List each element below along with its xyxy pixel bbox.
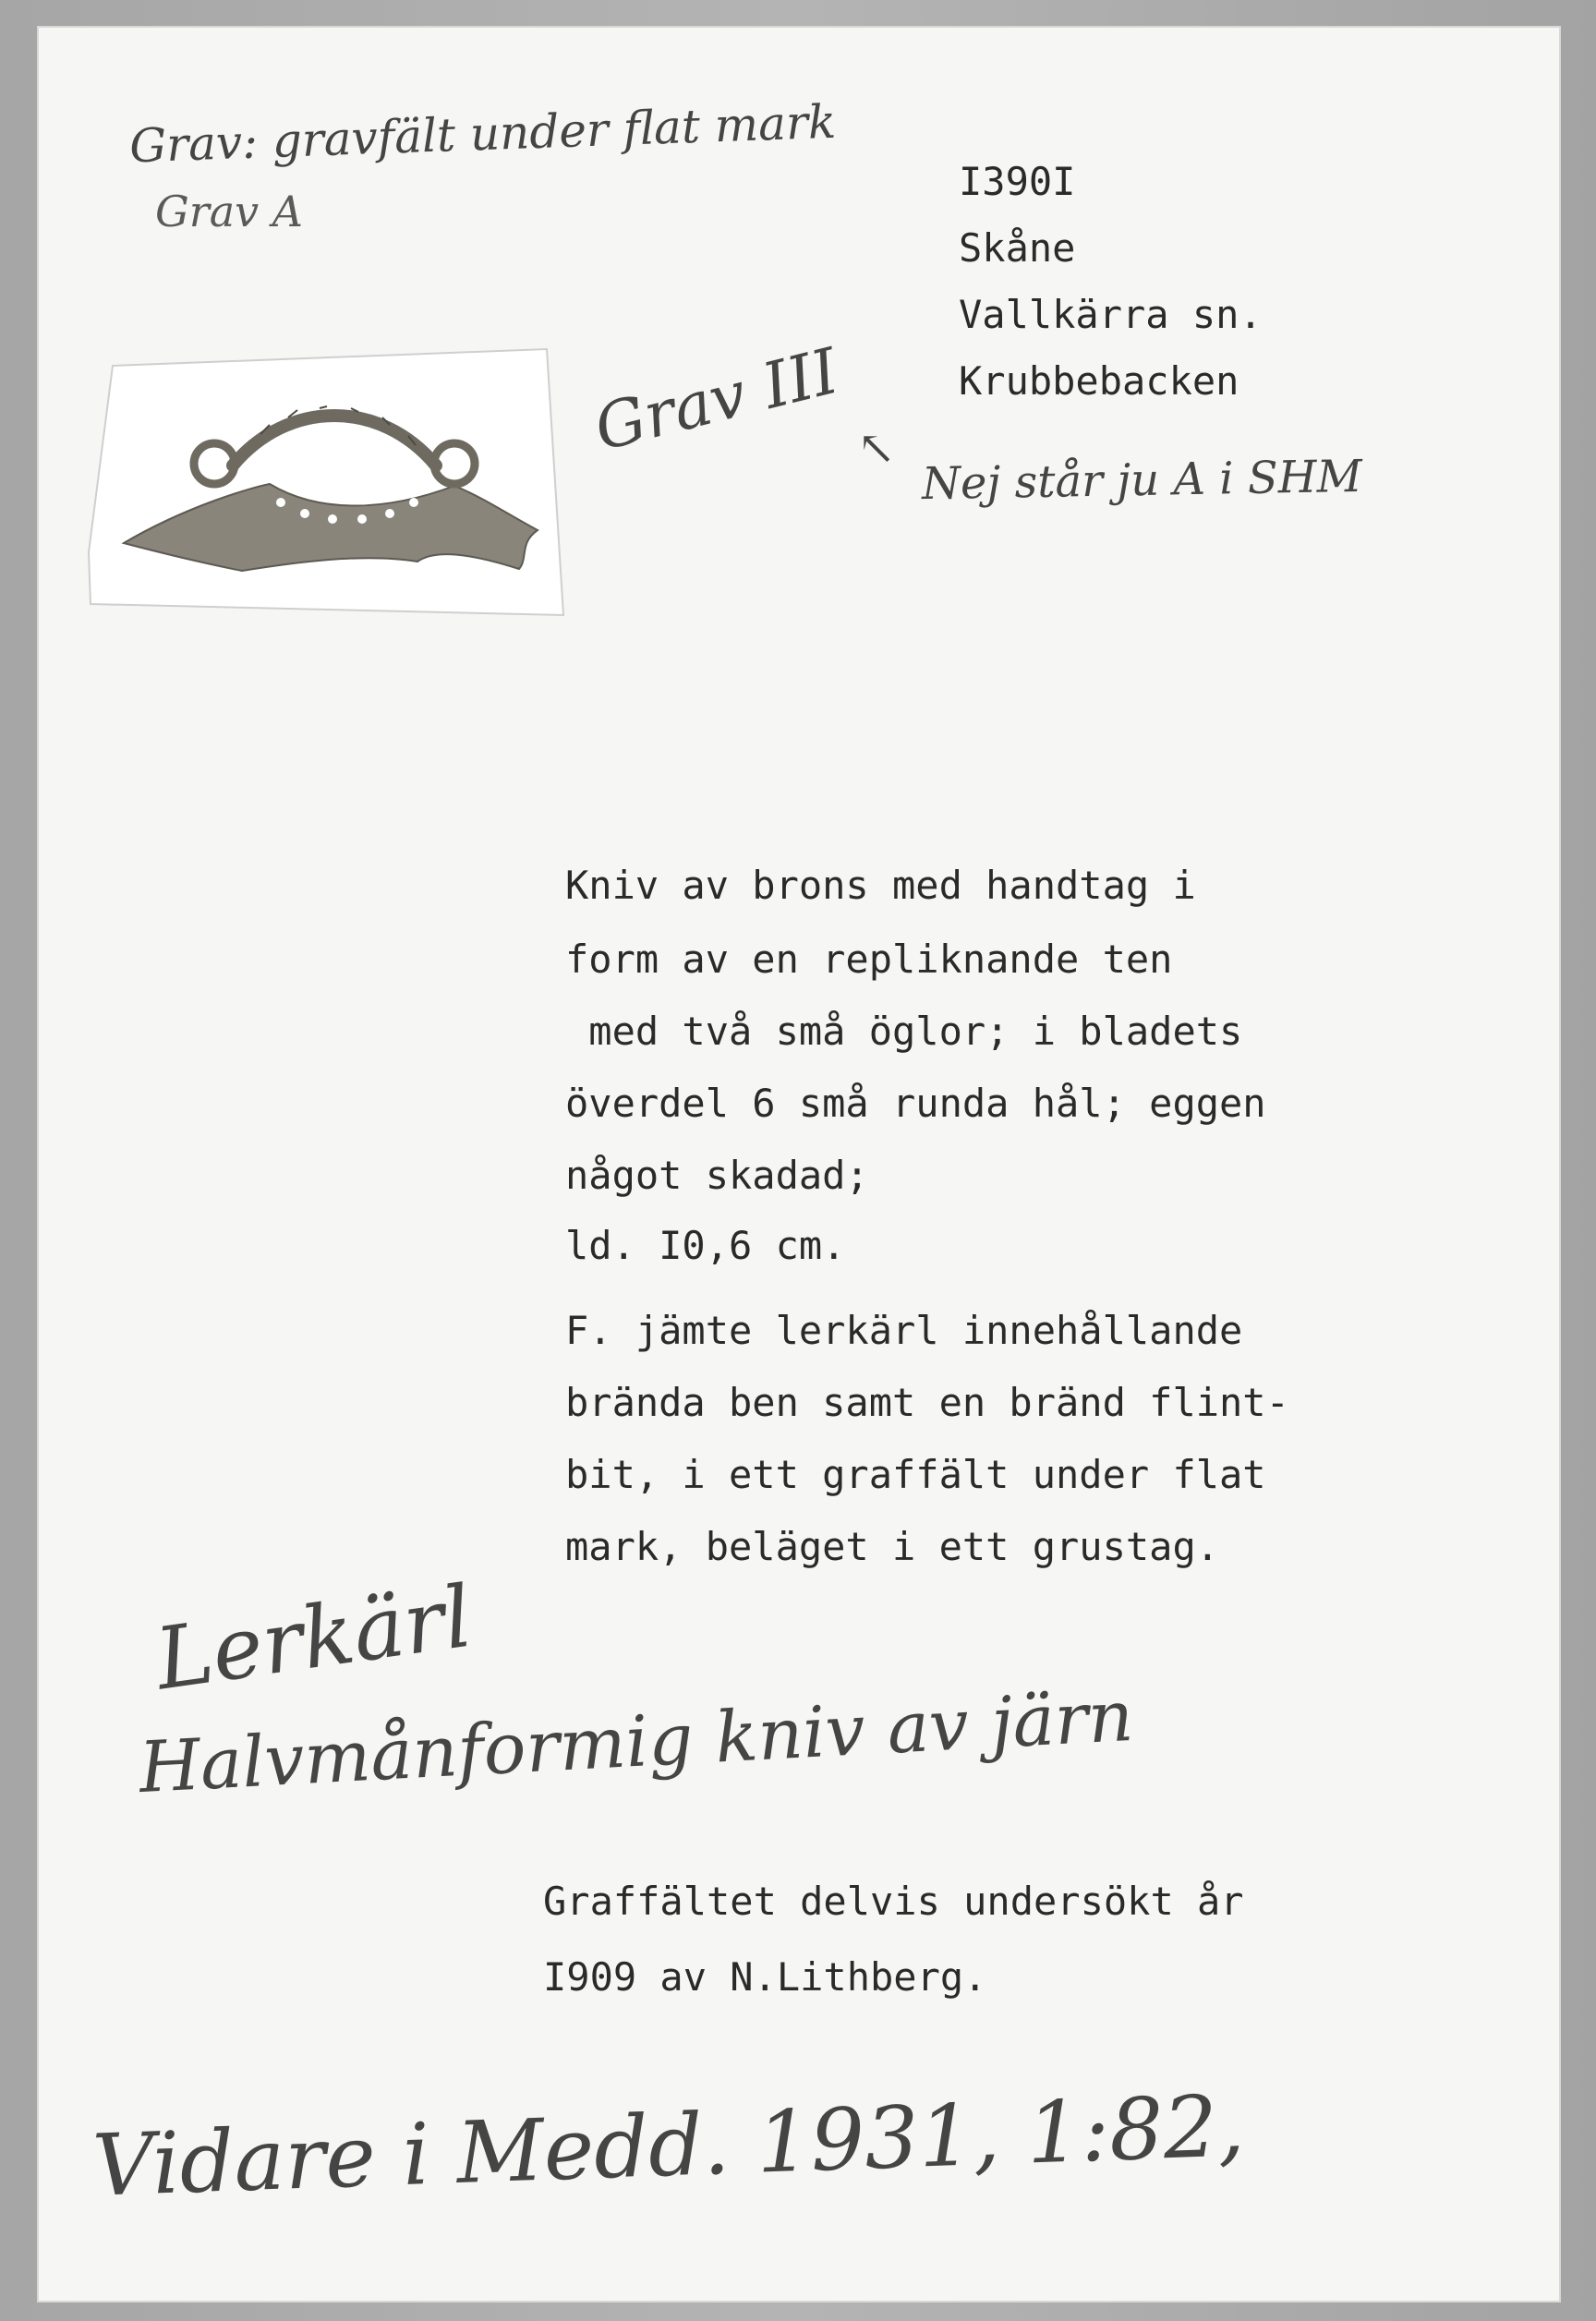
excavation-line: Graffältet delvis undersökt år [543,1879,1244,1924]
handwritten-grav-note: Grav: gravfält under flat mark [128,94,838,174]
arrow-icon: ↖ [857,421,896,475]
description-line: med två små öglor; i bladets [565,1009,1243,1054]
catalog-card [37,26,1561,2303]
catalog-province: Skåne [959,225,1076,271]
description-line: något skadad; [565,1153,869,1198]
handwritten-lerkarl: Lerkärl [150,1566,478,1710]
handwritten-grav-a: Grav A [155,187,303,236]
handwritten-halvmane: Halvmånformig kniv av järn [137,1674,1136,1809]
find-line: mark, beläget i ett grustag. [565,1524,1220,1569]
description-line: ld. I0,6 cm. [565,1223,846,1268]
find-line: brända ben samt en bränd flint- [565,1380,1289,1425]
handwritten-nej-note: Nej står ju A i SHM [921,450,1363,511]
catalog-site: Krubbebacken [959,358,1239,404]
description-line: Kniv av brons med handtag i [565,863,1196,908]
excavation-line: I909 av N.Lithberg. [543,1954,987,2000]
description-line: överdel 6 små runda hål; eggen [565,1081,1266,1126]
find-line: F. jämte lerkärl innehållande [565,1308,1243,1353]
handwritten-grav-three: Grav III [587,334,846,466]
knife-photo [85,321,565,626]
description-line: form av en repliknande ten [565,937,1173,982]
handwritten-vidare: Vidare i Medd. 1931, 1:82, [91,2076,1247,2216]
find-line: bit, i ett graffält under flat [565,1452,1266,1497]
catalog-number: I390I [959,159,1076,204]
photo-paper-cutout [89,349,563,615]
catalog-parish: Vallkärra sn. [959,292,1263,337]
